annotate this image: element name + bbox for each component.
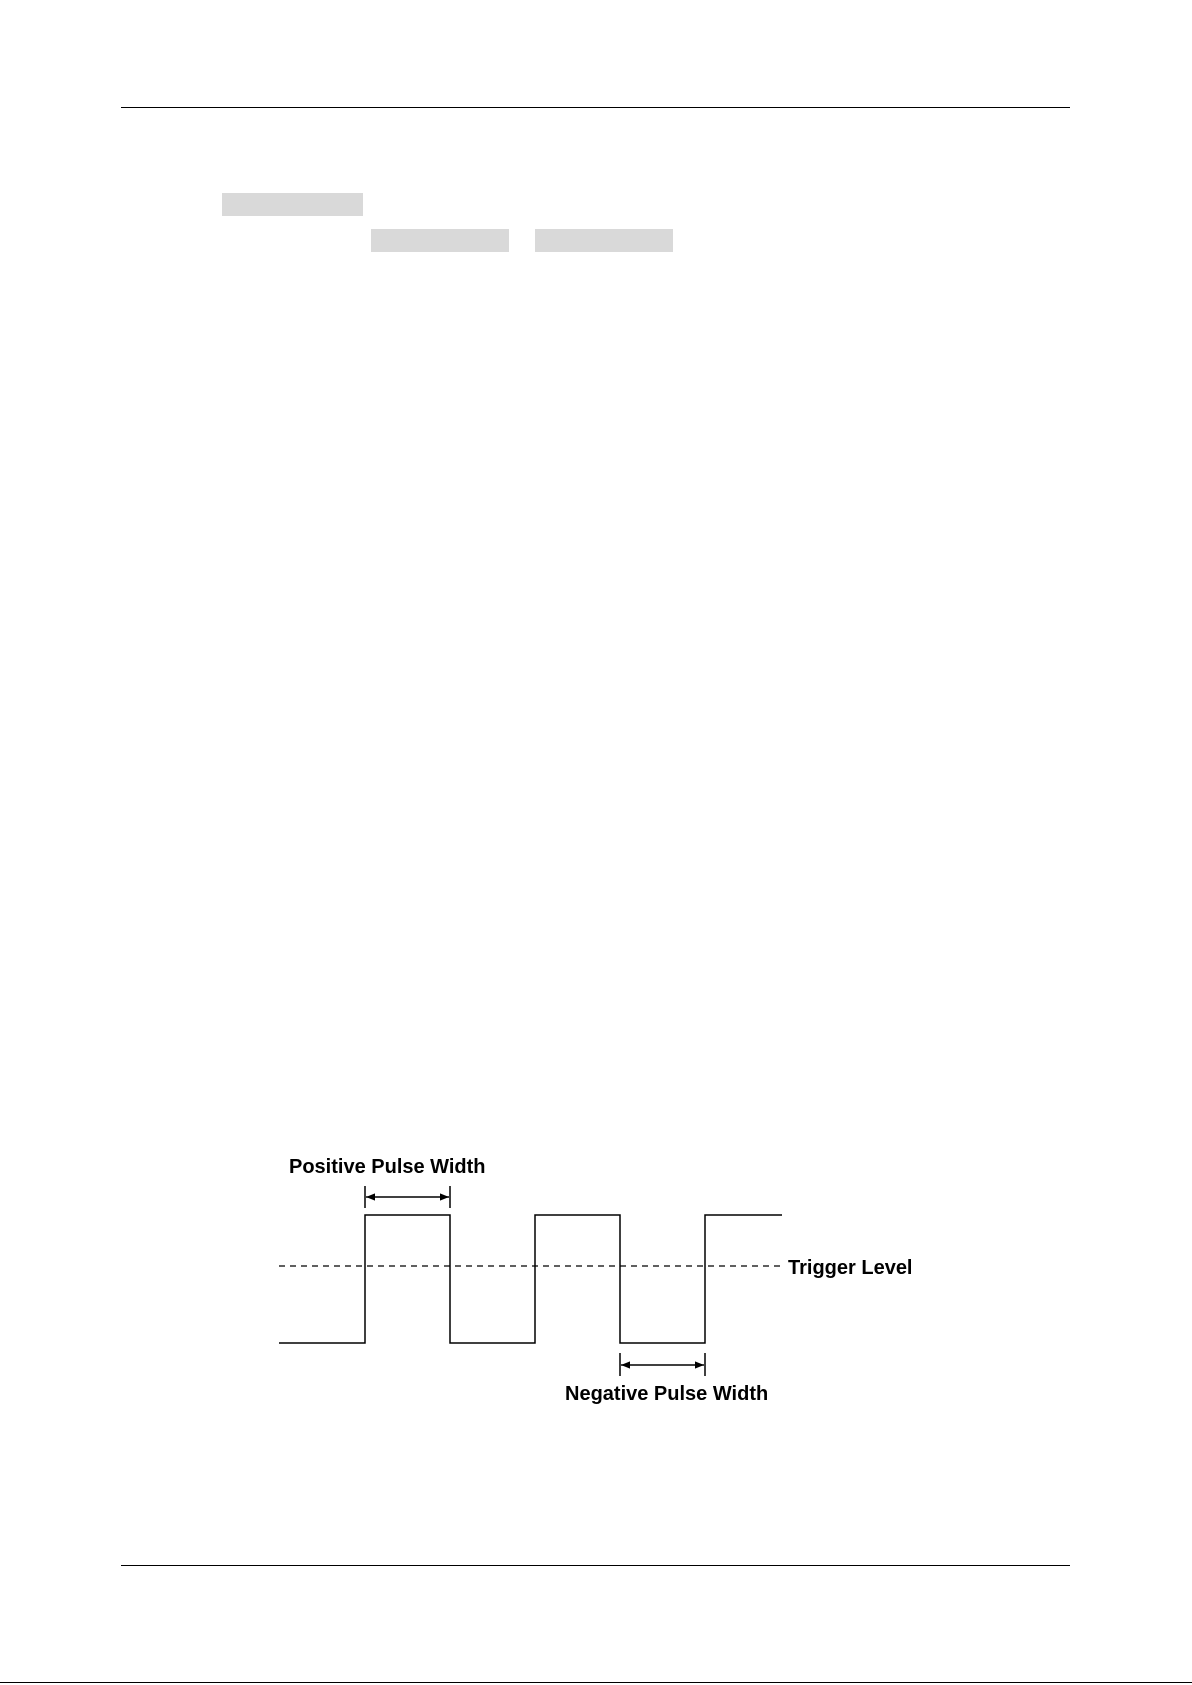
- highlight-bar: [535, 229, 673, 252]
- pulse-waveform: [279, 1215, 782, 1343]
- trigger-level-label: Trigger Level: [788, 1257, 913, 1279]
- pulse-width-diagram: [0, 1140, 1192, 1420]
- header-rule: [121, 107, 1070, 108]
- highlight-bar: [222, 193, 363, 216]
- footer-rule: [121, 1565, 1070, 1566]
- negative-pulse-width-label: Negative Pulse Width: [565, 1383, 769, 1405]
- highlight-bar: [371, 229, 509, 252]
- page-edge-strip: [0, 1682, 1192, 1683]
- positive-pulse-width-label: Positive Pulse Width: [289, 1156, 486, 1178]
